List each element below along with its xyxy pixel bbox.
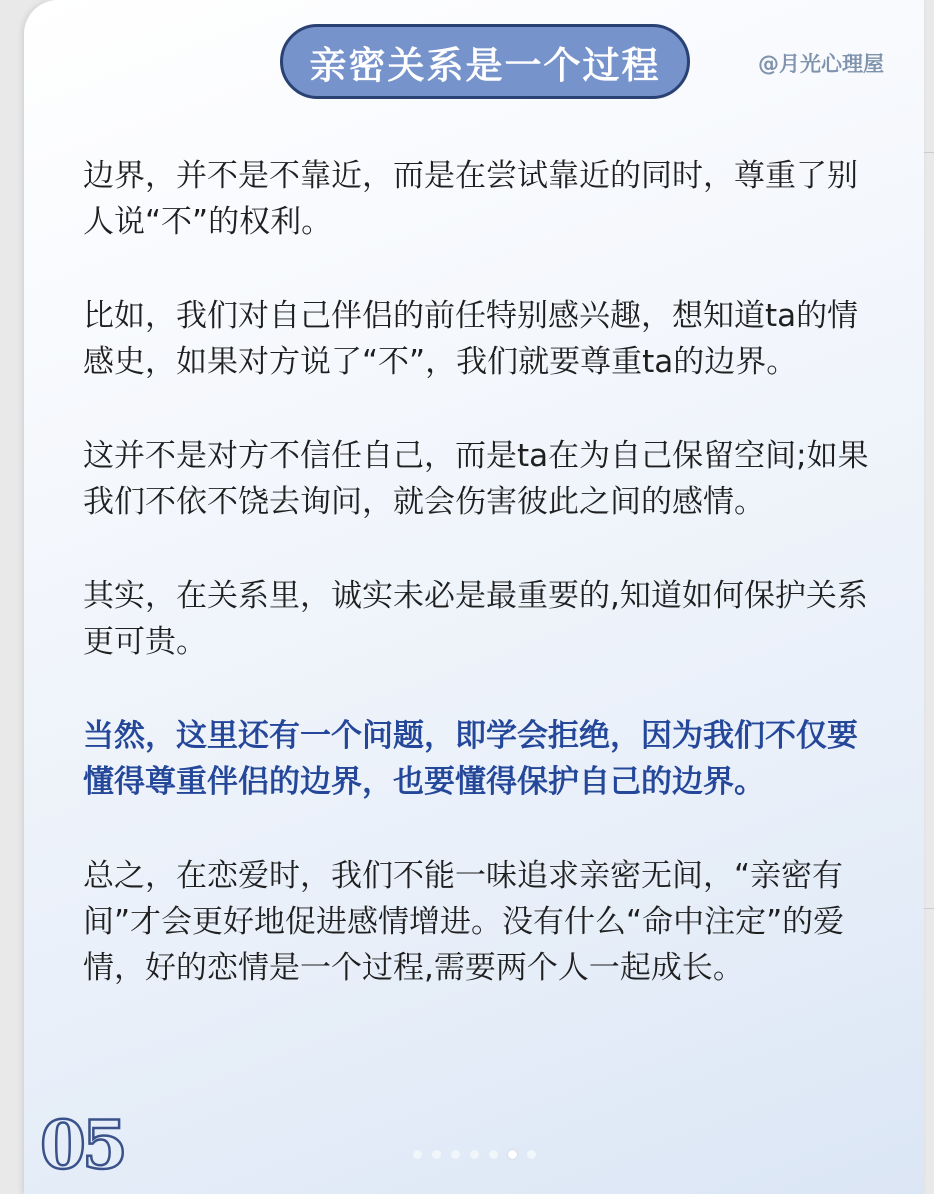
carousel-dot[interactable] [508,1150,517,1159]
paragraph-1: 边界，并不是不靠近，而是在尝试靠近的同时，尊重了别人说“不”的权利。 [83,158,858,240]
paragraph-3: 这并不是对方不信任自己，而是ta在为自己保留空间;如果我们不依不饶去询问，就会伤害彼此之间的感情。 [83,438,869,520]
paragraph-highlight: 当然，这里还有一个问题，即学会拒绝，因为我们不仅要懂得尊重伴侣的边界，也要懂得保护自己的边界。 [83,718,858,800]
carousel-dot[interactable] [413,1150,422,1159]
carousel-indicator[interactable] [24,1150,924,1159]
author-watermark: @月光心理屋 [758,52,884,76]
carousel-dot[interactable] [489,1150,498,1159]
paragraph-4: 其实，在关系里，诚实未必是最重要的,知道如何保护关系更可贵。 [83,578,868,660]
page-title: 亲密关系是一个过程 [280,24,690,99]
paragraph-6: 总之，在恋爱时，我们不能一味追求亲密无间，“亲密有间”才会更好地促进感情增进。没有什么“命中注定”的爱情，好的恋情是一个过程,需要两个人一起成长。 [83,858,845,986]
carousel-dot[interactable] [470,1150,479,1159]
carousel-dot[interactable] [451,1150,460,1159]
carousel-dot[interactable] [432,1150,441,1159]
divider [924,152,934,153]
paragraph-2: 比如，我们对自己伴侣的前任特别感兴趣，想知道ta的情感史，如果对方说了“不”，我们就要尊重ta的边界。 [83,298,859,380]
post-card [24,0,924,1194]
divider [924,908,934,909]
page-number: 05 [40,1106,124,1184]
carousel-dot[interactable] [527,1150,536,1159]
